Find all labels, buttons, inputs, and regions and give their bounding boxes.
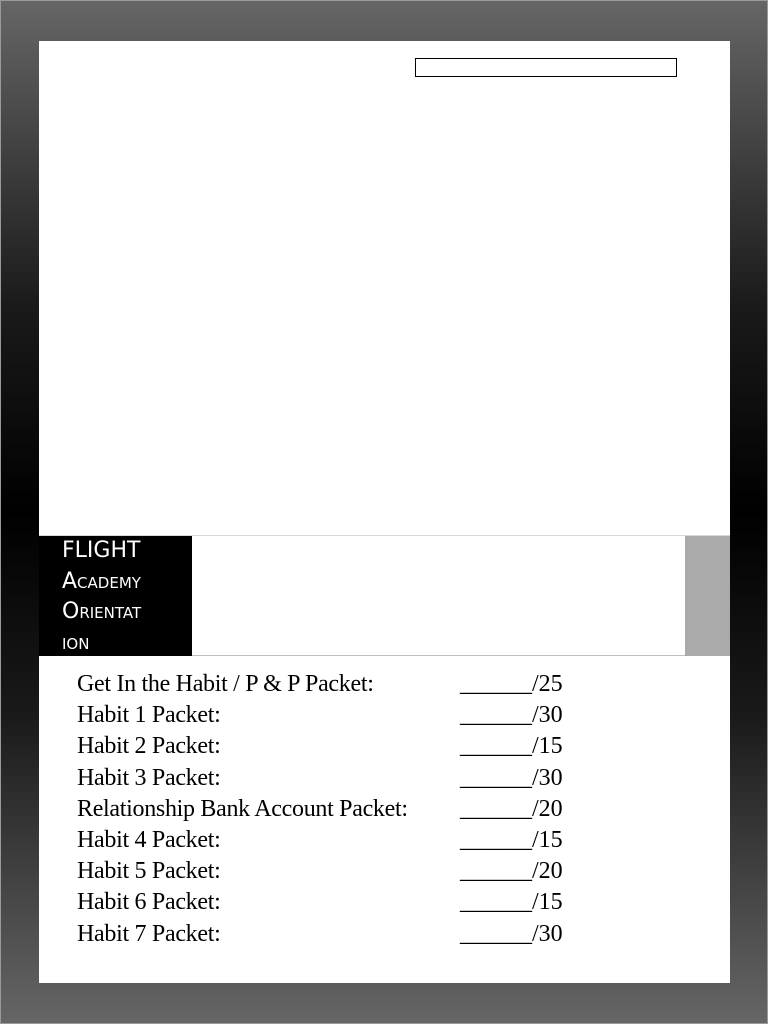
- accent-tab: [685, 536, 730, 656]
- title-block: [39, 536, 192, 656]
- grade-score: ______/20: [460, 795, 563, 822]
- grade-label: Get In the Habit / P & P Packet:: [77, 671, 374, 698]
- grade-row: [77, 856, 637, 887]
- grade-row: [77, 825, 637, 856]
- grade-row: [77, 669, 637, 700]
- grade-score: ______/15: [460, 733, 563, 760]
- grade-row: [77, 887, 637, 918]
- title-line-1: FLIGHT: [62, 538, 141, 563]
- name-field[interactable]: [415, 58, 677, 77]
- grade-row: [77, 794, 637, 825]
- title-line-2: Academy: [62, 568, 141, 594]
- grade-score: ______/30: [460, 764, 563, 791]
- grade-label: Habit 7 Packet:: [77, 920, 221, 947]
- grade-score: ______/15: [460, 827, 563, 854]
- grade-row: [77, 700, 637, 731]
- title-line-3: Orientat: [62, 599, 142, 624]
- title-line-4: ion: [62, 629, 90, 655]
- grade-label: Habit 3 Packet:: [77, 764, 221, 791]
- grade-score: ______/25: [460, 671, 563, 698]
- grade-list: [77, 669, 637, 950]
- grade-label: Habit 1 Packet:: [77, 702, 221, 729]
- grade-row: [77, 731, 637, 762]
- grade-row: [77, 763, 637, 794]
- grade-label: Habit 4 Packet:: [77, 827, 221, 854]
- title-band: [39, 535, 730, 656]
- grade-score: ______/30: [460, 920, 563, 947]
- grade-label: Habit 5 Packet:: [77, 858, 221, 885]
- grade-label: Habit 6 Packet:: [77, 889, 221, 916]
- grade-score: ______/15: [460, 889, 563, 916]
- grade-score: ______/20: [460, 858, 563, 885]
- grade-label: Relationship Bank Account Packet:: [77, 795, 408, 822]
- slide-page: [39, 41, 730, 983]
- grade-row: [77, 919, 637, 950]
- grade-score: ______/30: [460, 702, 563, 729]
- grade-label: Habit 2 Packet:: [77, 733, 221, 760]
